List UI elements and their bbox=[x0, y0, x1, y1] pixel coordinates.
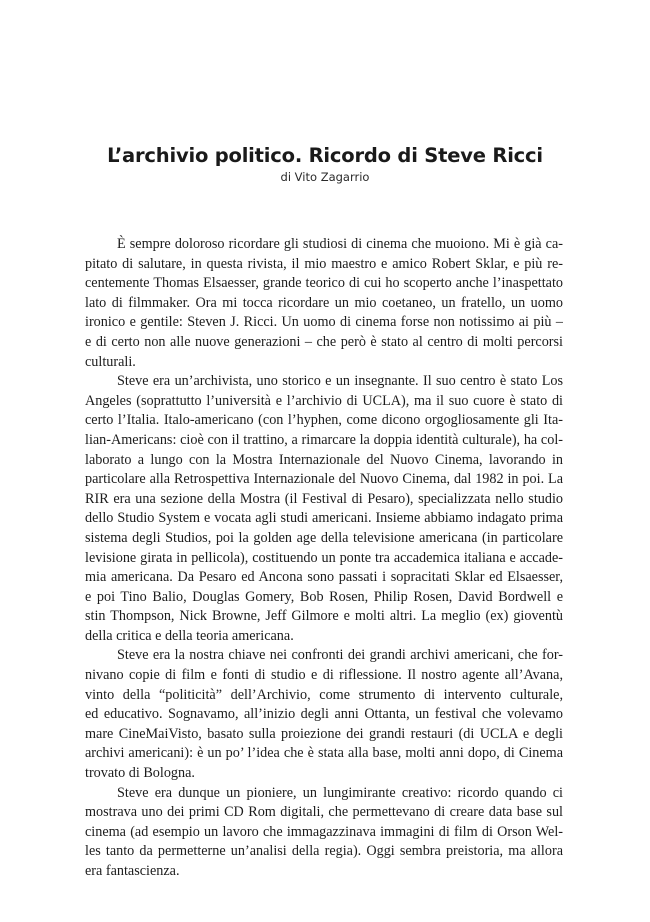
text-line: Steve era dunque un pioniere, un lungimirante creativo: ricordo quando ci bbox=[117, 784, 563, 801]
text-line: particolare alla Retrospettiva Internazionale del Nuovo Cinema, dal 1982 in poi. La bbox=[85, 471, 563, 488]
text-line: Steve era la nostra chiave nei confronti dei grandi archivi americani, che for- bbox=[117, 647, 563, 664]
text-line: lato di filmmaker. Ora mi tocca ricordare un mio coetaneo, un fratello, un uomo bbox=[85, 294, 563, 311]
text-line: pitato di salutare, in questa rivista, il mio maestro e amico Robert Sklar, e più re- bbox=[85, 255, 563, 272]
article-body bbox=[85, 235, 563, 882]
text-line: laborato a lungo con la Mostra Internazionale del Nuovo Cinema, lavorando in bbox=[85, 451, 563, 468]
text-line: Angeles (soprattutto l’università e l’archivio di UCLA), ma il suo cuore è stato di bbox=[85, 392, 563, 409]
paragraph bbox=[85, 372, 563, 646]
text-line: mia americana. Da Pesaro ed Ancona sono passati i sopracitati Sklar ed Elsaesser, bbox=[85, 569, 563, 586]
text-line: È sempre doloroso ricordare gli studiosi di cinema che muoiono. Mi è già ca- bbox=[117, 236, 563, 252]
text-line: lian-Americans: cioè con il trattino, a rimarcare la doppia identità culturale), ha col- bbox=[85, 431, 563, 448]
text-line: culturali. bbox=[85, 353, 136, 370]
text-line: sistema degli Studios, poi la golden age della televisione americana (in particolare bbox=[85, 529, 563, 546]
text-line: e di certo non alle nuove generazioni – che però è stato al centro di molti percorsi bbox=[85, 333, 563, 350]
text-line: dello Studio System e vocata agli studi americani. Insieme abbiamo indagato prima bbox=[85, 510, 563, 527]
text-line: mare CineMaiVisto, basato sulla proiezione dei grandi restauri (di UCLA e degli bbox=[85, 725, 563, 742]
text-line: centemente Thomas Elsaesser, grande teorico di cui ho scoperto anche l’inaspettato bbox=[85, 275, 563, 292]
article-author: di Vito Zagarrio bbox=[280, 170, 370, 184]
text-line: trovato di Bologna. bbox=[85, 765, 195, 782]
text-line: ed educativo. Sognavamo, all’inizio degli anni Ottanta, un festival che volevamo bbox=[85, 706, 563, 723]
paragraph bbox=[85, 235, 563, 372]
text-line: certo l’Italia. Italo-americano (con l’hyphen, come dicono orgogliosamente gli Ita- bbox=[85, 412, 563, 429]
text-line: levisione girata in pellicola), costituendo un ponte tra accademica italiana e accade- bbox=[85, 549, 563, 566]
text-line: era fantascienza. bbox=[85, 863, 180, 879]
paragraph bbox=[85, 784, 563, 882]
text-line: nivano copie di film e fonti di studio e di riflessione. Il nostro agente all’Avana, bbox=[85, 667, 563, 684]
text-line: cinema (ad esempio un lavoro che immagazzinava immagini di film di Orson Wel- bbox=[85, 823, 563, 840]
text-line: les tanto da permetterne un’analisi della regia). Oggi sembra preistoria, ma allora bbox=[85, 843, 563, 860]
article-title: L’archivio politico. Ricordo di Steve Ricci bbox=[107, 144, 543, 167]
text-line: ironico e gentile: Steven J. Ricci. Un uomo di cinema forse non notissimo ai più – bbox=[85, 314, 563, 331]
text-line: archivi americani): è un po’ l’idea che è stata alla base, molti anni dopo, di Cinema bbox=[85, 745, 563, 762]
text-line: Steve era un’archivista, uno storico e un insegnante. Il suo centro è stato Los bbox=[117, 373, 563, 390]
paragraph bbox=[85, 646, 563, 783]
text-line: della critica e della teoria americana. bbox=[85, 627, 294, 644]
text-line: mostrava uno dei primi CD Rom digitali, che permettevano di creare data base sul bbox=[85, 804, 563, 821]
text-line: RIR era una sezione della Mostra (il Festival di Pesaro), specializzata nello studio bbox=[85, 490, 563, 507]
text-line: e poi Tino Balio, Douglas Gomery, Bob Rosen, Philip Rosen, David Bordwell e bbox=[85, 588, 563, 605]
text-line: stin Thompson, Nick Browne, Jeff Gilmore e molti altri. La meglio (ex) gioventù bbox=[85, 608, 563, 625]
text-line: vinto della “politicità” dell’Archivio, come strumento di intervento culturale, bbox=[85, 686, 563, 703]
